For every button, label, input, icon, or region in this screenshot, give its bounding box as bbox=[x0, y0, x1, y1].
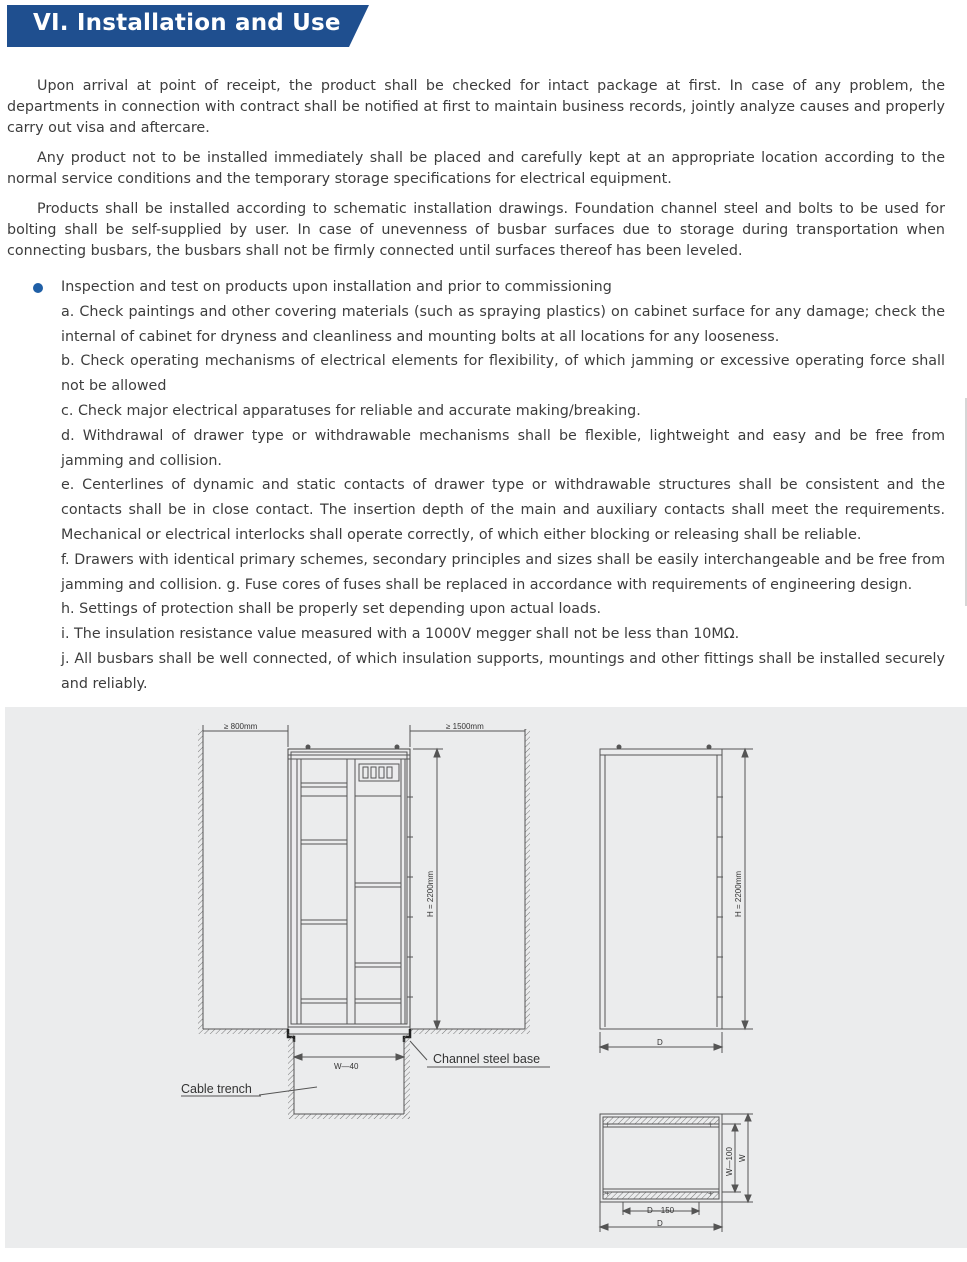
inspection-item-h: h. Settings of protection shall be properly set depending upon actual loads. bbox=[61, 601, 602, 618]
left-clearance-label: ≥ 800mm bbox=[224, 722, 258, 731]
intro-paragraph-1: Upon arrival at point of receipt, the product shall be checked for intact package at first. In case of any problem, the departments in connection with contract shall be notified at first to maintain business records, jointly analyze causes and properly carry out visa and aftercare. bbox=[7, 78, 945, 136]
intro-paragraph-2: Any product not to be installed immediately shall be placed and carefully kept at an appropriate location according to the normal service conditions and the temporary storage specifications for electrical equipment. bbox=[7, 150, 945, 187]
inspection-item-i: i. The insulation resistance value measured with a 1000V megger shall not be less than 10MΩ. bbox=[61, 626, 740, 643]
cable-trench-label: Cable trench bbox=[181, 1082, 252, 1096]
side-view bbox=[600, 745, 753, 1053]
inspection-list bbox=[61, 275, 945, 697]
inspection-item-a: a. Check paintings and other covering materials (such as spraying plastics) on cabinet surface for any damage; check the internal of cabinet for dryness and cleanliness and mounting bolts at all locations for any looseness. bbox=[61, 303, 945, 345]
installation-drawing-panel bbox=[5, 707, 967, 1248]
inspection-item-j: j. All busbars shall be well connected, of which insulation supports, mountings and other fittings shall be installed securely and reliably. bbox=[61, 650, 945, 692]
right-clearance-label: ≥ 1500mm bbox=[446, 722, 484, 731]
section-title: VI. Installation and Use bbox=[33, 10, 341, 36]
side-height-label: H = 2200mm bbox=[734, 870, 743, 917]
bullet-icon bbox=[33, 283, 43, 293]
plan-depth-label: D bbox=[657, 1219, 663, 1228]
base-width-label: W—40 bbox=[334, 1062, 359, 1071]
section-banner bbox=[7, 5, 369, 47]
inspection-item-f-g: f. Drawers with identical primary schemes, secondary principles and sizes shall be easily interchangeable and be free from jamming and collision. g. Fuse cores of fuses shall be replaced in accordance with requirements of engineering design. bbox=[61, 551, 945, 593]
plan-inner-depth-label: D—150 bbox=[647, 1206, 675, 1215]
height-label: H = 2200mm bbox=[426, 870, 435, 917]
inspection-item-e: e. Centerlines of dynamic and static contacts of drawer type or withdrawable structures shall be consistent and the contacts shall be in close contact. The insertion depth of the main and auxiliary contacts shall meet the requirements. Mechanical or electrical interlocks shall operate correctly, of which either blocking or releasing shall be reliable. bbox=[61, 477, 945, 543]
inspection-item-b: b. Check operating mechanisms of electrical elements for flexibility, of which jamming or excessive operating force shall not be allowed bbox=[61, 353, 945, 395]
svg-text:+: + bbox=[605, 1120, 610, 1129]
svg-text:+: + bbox=[605, 1189, 610, 1198]
intro-paragraph-3: Products shall be installed according to schematic installation drawings. Foundation channel steel and bolts to be used for bolting shall be self-supplied by user. In case of unevenness of busbar surfaces due to storage during transportation when connecting busbars, the busbars shall not be firmly connected until surfaces thereof has been leveled. bbox=[7, 201, 945, 259]
svg-text:+: + bbox=[708, 1120, 713, 1129]
inspection-item-c: c. Check major electrical apparatuses for reliable and accurate making/breaking. bbox=[61, 402, 641, 419]
channel-steel-label: Channel steel base bbox=[433, 1052, 541, 1066]
inspection-heading: Inspection and test on products upon installation and prior to commissioning bbox=[61, 279, 612, 295]
installation-drawing bbox=[5, 707, 967, 1248]
plan-inner-width-label: W—100 bbox=[725, 1147, 734, 1176]
plan-width-label: W bbox=[738, 1154, 747, 1162]
svg-text:+: + bbox=[708, 1189, 713, 1198]
inspection-item-d: d. Withdrawal of drawer type or withdrawable mechanisms shall be flexible, lightweight and easy and be free from jamming and collision. bbox=[61, 427, 945, 469]
side-depth-label: D bbox=[657, 1038, 663, 1047]
